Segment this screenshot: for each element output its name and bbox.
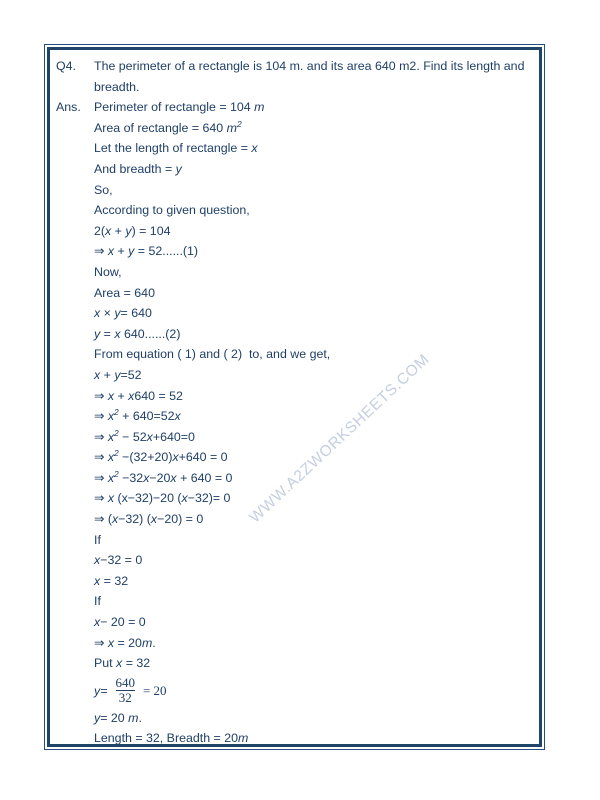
- answer-line-fraction: [56, 674, 531, 708]
- question-text-line-2: breadth.: [94, 79, 140, 94]
- answer-line-eq2: y = x 640......(2): [94, 326, 181, 341]
- answer-line-if-2: If: [94, 594, 101, 609]
- answer-line-quadratic-split: ⇒ $x^2 -(32+20)x+640 = 0$: [94, 448, 228, 465]
- answer-line-quadratic-1: ⇒ $x^2 + 640=52x$: [94, 406, 181, 424]
- fraction-numerator: 640: [115, 674, 135, 690]
- answer-box: [44, 44, 545, 750]
- answer-line-y-value: y= 20 m.: [94, 710, 142, 725]
- question-label: Q4.: [56, 59, 76, 73]
- answer-line-grouping: ⇒ x (x−32)−20 (x−32)= 0: [94, 491, 231, 506]
- answer-line-quadratic-expanded: ⇒ $x^2 -32x-20x + 640 = 0$: [94, 468, 233, 485]
- question-row-2: [56, 77, 531, 98]
- answer-line-eq1: ⇒ x + y = 52......(1): [94, 244, 199, 259]
- answer-row-1: [56, 97, 531, 118]
- watermark: WWW.A2ZWORKSHEETS.COM: [246, 350, 433, 527]
- answer-line-factored: ⇒ (x−32) (x−20) = 0: [94, 512, 204, 527]
- answer-line-root-1: x = 32: [94, 573, 129, 588]
- question-text-line-1: The perimeter of a rectangle is 104 m. and its area 640 m2. Find its length and: [94, 59, 525, 73]
- answer-line-if-1: If: [94, 532, 101, 547]
- fraction-640-over-32: [112, 676, 138, 706]
- fraction-lhs: y=: [94, 683, 108, 698]
- answer-line-root-2: ⇒ x = 20m.: [94, 635, 156, 650]
- answer-line-area-value: Area = 640: [94, 285, 155, 300]
- answer-line-conclusion: Length = 32, Breadth = 20m: [94, 731, 249, 746]
- answer-content: [50, 50, 539, 749]
- unit-metre-squared: $m^2$: [226, 118, 242, 135]
- answer-box-inner-border: [47, 47, 542, 747]
- answer-line-breadth: And breadth = y: [94, 161, 182, 176]
- answer-line-substitute: ⇒ x + x640 = 52: [94, 388, 183, 403]
- answer-line-perimeter: Perimeter of rectangle = 104 m: [94, 100, 265, 115]
- answer-line-sum-52: x + y=52: [94, 367, 142, 382]
- answer-line-according: According to given question,: [94, 203, 250, 218]
- unit-metre: m: [254, 100, 265, 115]
- answer-line-area: Area of rectangle = 640 $m^2$: [94, 118, 242, 135]
- fraction-denominator: 32: [116, 690, 135, 706]
- answer-line-perimeter-equation: 2(x + y) = 104: [94, 223, 171, 238]
- fraction-result: = 20: [142, 682, 167, 698]
- answer-line-from-equations: From equation ( 1) and ( 2) to, and we get,: [94, 347, 331, 362]
- answer-line-put-x: Put x = 32: [94, 656, 151, 671]
- question-row-1: [56, 56, 531, 77]
- answer-line-let-length: Let the length of rectangle = x: [94, 141, 258, 156]
- answer-label: Ans.: [56, 100, 81, 115]
- answer-line-xy-product: x × y= 640: [94, 306, 152, 321]
- answer-line-now: Now,: [94, 264, 122, 279]
- answer-line-root-2-setup: x− 20 = 0: [94, 615, 146, 630]
- answer-line-so: So,: [94, 182, 113, 197]
- answer-line-root-1-setup: x−32 = 0: [94, 553, 143, 568]
- answer-line-quadratic-2: ⇒ $x^2 - 52x+640=0$: [94, 427, 195, 444]
